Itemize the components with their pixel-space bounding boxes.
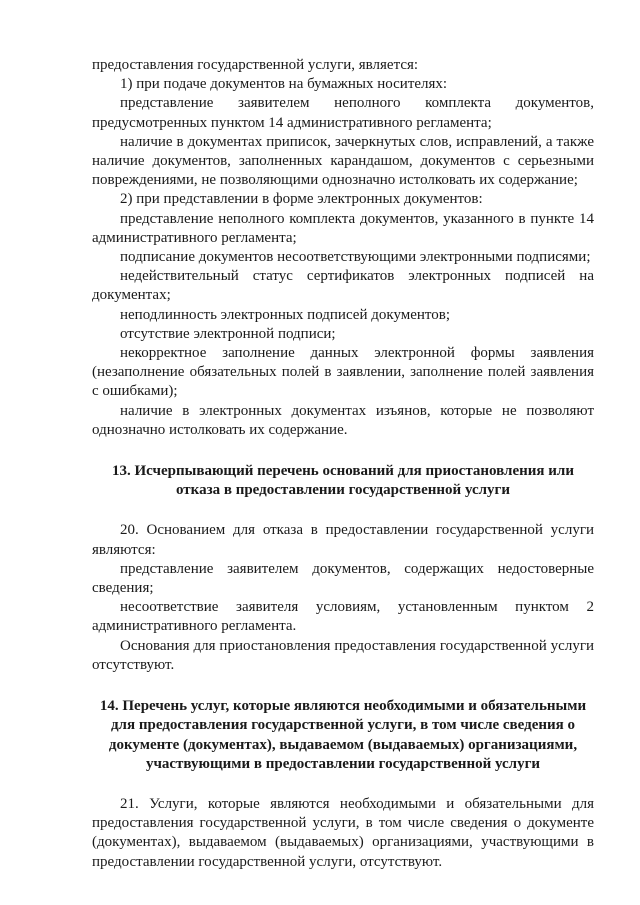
- paragraph: Основания для приостановления предоставления государственной услуги отсутствуют.: [92, 637, 594, 673]
- spacer: [92, 675, 594, 697]
- paragraph: представление заявителем документов, содержащих недостоверные сведения;: [92, 560, 594, 597]
- spacer: [92, 440, 594, 462]
- paragraph: недействительный статус сертификатов электронных подписей на документах;: [92, 268, 594, 304]
- paragraph: некорректное заполнение данных электронной формы заявления (незаполнение обязательных полей в заявлении, заполнение полей заявления с ошибками);: [92, 345, 594, 400]
- paragraph: 20. Основанием для отказа в предоставлении государственной услуги являются:: [92, 522, 594, 558]
- section-heading-13: 13. Исчерпывающий перечень оснований для приостановления или отказа в предоставлении государственной услуги: [112, 463, 574, 499]
- paragraph: 1) при подаче документов на бумажных носителях:: [120, 76, 448, 93]
- paragraph: неподлинность электронных подписей документов;: [120, 306, 451, 323]
- paragraph: подписание документов несоответствующими электронными подписями;: [120, 249, 591, 266]
- document-page: [92, 56, 594, 872]
- paragraph: наличие в документах приписок, зачеркнутых слов, исправлений, а также наличие документов, заполненных карандашом, документов с серьезными повреждениями, не позволяющими однозначно истолковать их содержание;: [92, 133, 594, 189]
- spacer: [92, 500, 594, 521]
- paragraph: предоставления государственной услуги, является:: [92, 57, 419, 73]
- section-heading-14: 14. Перечень услуг, которые являются необходимыми и обязательными для предоставления государственной услуги, в том числе сведения о документе (документах), выдаваемом (выдаваемых) организациями, участвующими в предоставлении государственной услуги: [99, 698, 587, 772]
- paragraph: представление заявителем неполного комплекта документов, предусмотренных пунктом 14 административного регламента;: [92, 95, 594, 131]
- paragraph: представление неполного комплекта документов, указанного в пункте 14 административного регламента;: [92, 210, 594, 246]
- paragraph: несоответствие заявителя условиям, установленным пунктом 2 административного регламента.: [92, 599, 594, 635]
- paragraph: 2) при представлении в форме электронных документов:: [120, 191, 483, 208]
- paragraph: наличие в электронных документах изъянов, которые не позволяют однозначно истолковать их содержание.: [92, 402, 594, 438]
- paragraph: отсутствие электронной подписи;: [120, 325, 336, 342]
- paragraph: 21. Услуги, которые являются необходимыми и обязательными для предоставления государственной услуги, в том числе сведения о документе (документах), выдаваемом (выдаваемых) организациями, участвующими в предоставлении государственной услуги, отсутствуют.: [92, 795, 594, 870]
- spacer: [92, 774, 594, 795]
